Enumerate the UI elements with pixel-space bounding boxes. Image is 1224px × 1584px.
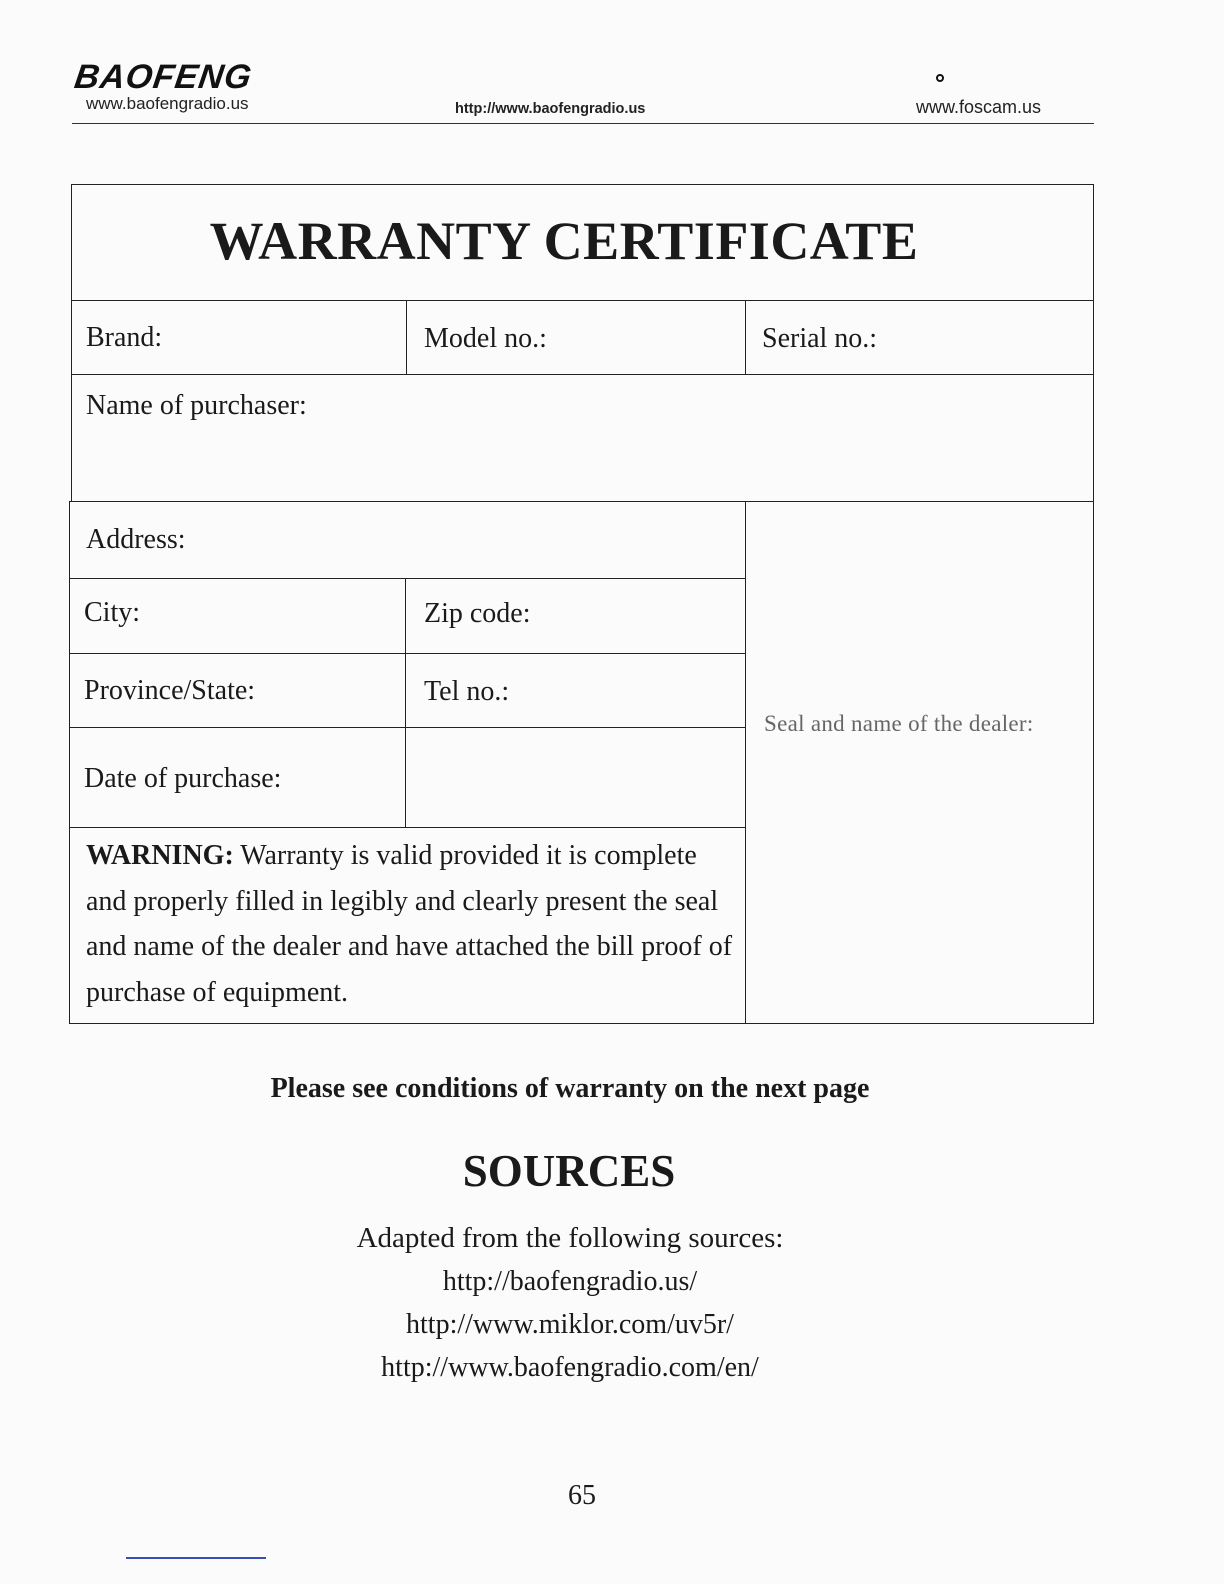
warning-heading: WARNING:: [86, 840, 234, 871]
form-divider-brand-model: [406, 300, 407, 374]
bottom-edge-mark: [126, 1557, 266, 1559]
dealer-seal-label: Seal and name of the dealer:: [764, 711, 1034, 736]
header-left-url: www.baofengradio.us: [86, 94, 249, 113]
certificate-title: WARRANTY CERTIFICATE: [209, 211, 919, 271]
header-rule: [72, 123, 1094, 124]
header-dot-icon: [936, 74, 944, 82]
form-line-address-bottom: [70, 578, 746, 579]
form-divider-model-serial: [745, 300, 746, 374]
form-line-title-bottom: [71, 300, 1094, 301]
warning-paragraph: [86, 833, 736, 1015]
header-center-url: http://www.baofengradio.us: [455, 101, 646, 117]
date-of-purchase-label: Date of purchase:: [84, 763, 282, 794]
form-border-left-lower: [69, 501, 70, 1024]
source-link: http://baofengradio.us/: [442, 1266, 698, 1297]
form-line-province-bottom: [69, 727, 746, 728]
form-divider-middle: [405, 578, 406, 827]
province-state-label: Province/State:: [84, 675, 256, 706]
form-line-city-bottom: [70, 653, 746, 654]
warning-text: Warranty is valid provided it is complete and properly filled in legibly and clearly present the seal and name of the dealer and have attached the bill proof of purchase of equipment.: [86, 840, 733, 1008]
tel-no-label: Tel no.:: [424, 676, 510, 707]
sources-heading: SOURCES: [462, 1146, 676, 1196]
purchaser-name-label: Name of purchaser:: [86, 390, 307, 421]
form-border-bottom: [69, 1023, 1093, 1024]
model-no-label: Model no.:: [424, 323, 547, 354]
header-right-url: www.foscam.us: [916, 97, 1042, 117]
source-link: http://www.baofengradio.com/en/: [381, 1352, 759, 1383]
sources-intro: Adapted from the following sources:: [356, 1222, 784, 1254]
form-line-date-bottom: [69, 827, 746, 828]
zip-code-label: Zip code:: [424, 598, 531, 629]
form-border-top: [71, 184, 1094, 185]
serial-no-label: Serial no.:: [762, 323, 878, 354]
page-number: 65: [568, 1480, 596, 1511]
warranty-conditions-note: Please see conditions of warranty on the next page: [270, 1073, 870, 1104]
form-border-right: [1093, 184, 1094, 1024]
city-label: City:: [84, 597, 141, 628]
source-link: http://www.miklor.com/uv5r/: [406, 1309, 734, 1340]
form-line-purchaser-bottom: [70, 501, 1093, 502]
brand-label: Brand:: [86, 322, 163, 353]
brand-logo: BAOFENG: [72, 58, 255, 96]
form-line-row1-bottom: [71, 374, 1094, 375]
address-label: Address:: [86, 524, 186, 555]
form-divider-seal: [745, 501, 746, 1024]
